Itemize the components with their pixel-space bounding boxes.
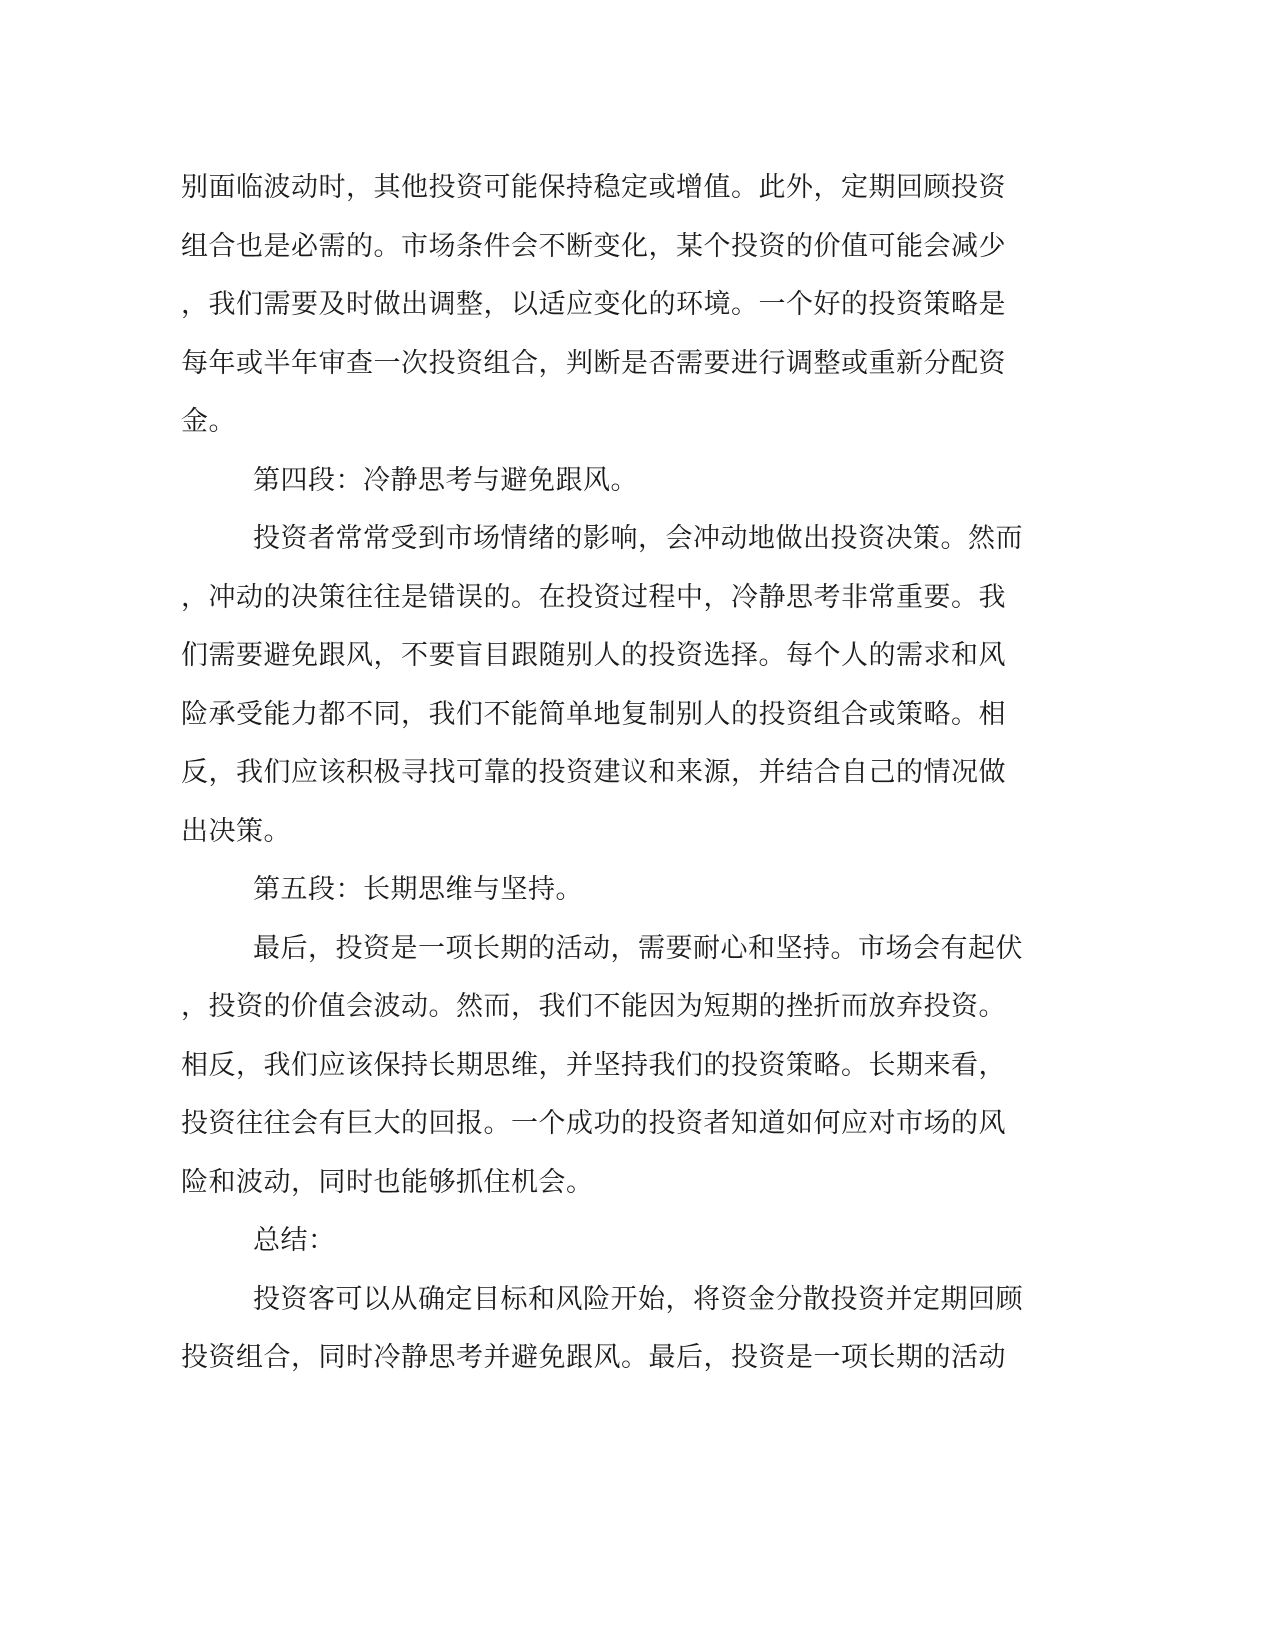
paragraph-start: 投资客可以从确定目标和风险开始，将资金分散投资并定期回顾: [253, 1283, 1023, 1315]
text-line: 险承受能力都不同，我们不能简单地复制别人的投资组合或策略。相: [181, 698, 1006, 730]
text-line: 险和波动，同时也能够抓住机会。: [181, 1166, 594, 1198]
section-heading-5: 第五段：长期思维与坚持。: [253, 874, 583, 905]
document-body: [181, 159, 1061, 1388]
summary-heading: 总结：: [253, 1225, 336, 1256]
text-line: 每年或半年审查一次投资组合，判断是否需要进行调整或重新分配资: [181, 347, 1006, 379]
text-line: 别面临波动时，其他投资可能保持稳定或增值。此外，定期回顾投资: [181, 172, 1006, 203]
paragraph-start: 投资者常常受到市场情绪的影响，会冲动地做出投资决策。然而: [253, 523, 1023, 554]
text-line: 们需要避免跟风，不要盲目跟随别人的投资选择。每个人的需求和风: [181, 640, 1006, 671]
section-heading-4: 第四段：冷静思考与避免跟风。: [253, 464, 638, 496]
paragraph-start: 最后，投资是一项长期的活动，需要耐心和坚持。市场会有起伏: [253, 932, 1023, 964]
text-line: 投资组合，同时冷静思考并避免跟风。最后，投资是一项长期的活动: [181, 1342, 1006, 1373]
text-line: 反，我们应该积极寻找可靠的投资建议和来源，并结合自己的情况做: [181, 757, 1006, 788]
text-line: ，投资的价值会波动。然而，我们不能因为短期的挫折而放弃投资。: [181, 991, 1006, 1022]
text-line: 出决策。: [181, 815, 291, 847]
text-line: 相反，我们应该保持长期思维，并坚持我们的投资策略。长期来看，: [181, 1049, 1006, 1081]
text-line: ，冲动的决策往往是错误的。在投资过程中，冷静思考非常重要。我: [181, 581, 1006, 613]
text-line: 组合也是必需的。市场条件会不断变化，某个投资的价值可能会减少: [181, 230, 1006, 262]
text-line: ，我们需要及时做出调整，以适应变化的环境。一个好的投资策略是: [181, 289, 1006, 320]
text-line: 金。: [181, 406, 236, 437]
text-line: 投资往往会有巨大的回报。一个成功的投资者知道如何应对市场的风: [181, 1108, 1006, 1139]
